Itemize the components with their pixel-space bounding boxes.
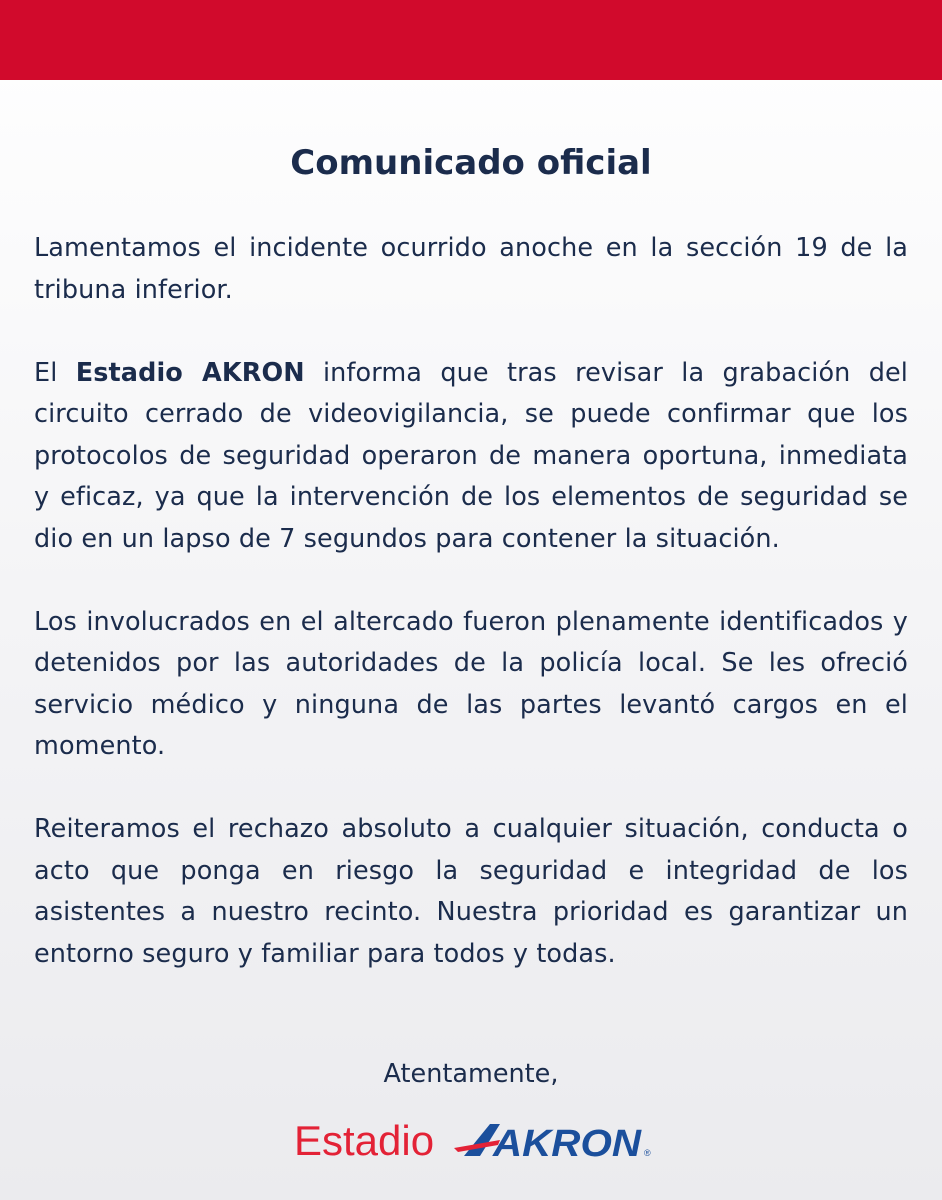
paragraph-review-rest: informa que tras revisar la grabación del circuito cerrado de videovigilancia, se puede confirmar que los protocolos de seguridad operaron de manera oportuna, inmediata y eficaz, ya que la intervención de los elementos de seguridad se dio en un lapso de 7 segundos para contener la situación. xyxy=(34,357,908,554)
header-bar xyxy=(0,0,942,80)
logo-registered-mark: ® xyxy=(644,1148,651,1158)
stadium-name-bold: Estadio AKRON xyxy=(75,357,305,388)
paragraph-review-lead: El xyxy=(34,357,76,388)
paragraph-review xyxy=(34,353,908,561)
logo-word-akron: AKRON xyxy=(491,1123,643,1165)
paragraph-involved: Los involucrados en el altercado fueron plenamente identificados y detenidos por las autoridades de la policía local. Se les ofreció servicio médico y ninguna de las partes levantó cargos en el momento. xyxy=(34,606,908,761)
paragraph-reiteration: Reiteramos el rechazo absoluto a cualquier situación, conducta o acto que ponga en riesgo la seguridad e integridad de los asistentes a nuestro recinto. Nuestra prioridad es garantizar un entorno seguro y familiar para todos y todas. xyxy=(34,814,908,969)
paragraph-incident: Lamentamos el incidente ocurrido anoche en la sección 19 de la tribuna inferior. xyxy=(34,233,908,305)
estadio-akron-logo xyxy=(294,1112,656,1166)
logo-akron-mark xyxy=(454,1123,651,1165)
closing-salutation: Atentamente, xyxy=(383,1059,559,1089)
statement-body xyxy=(34,228,908,975)
page-title: Comunicado oficial xyxy=(290,143,652,183)
logo-word-estadio: Estadio xyxy=(294,1117,435,1164)
